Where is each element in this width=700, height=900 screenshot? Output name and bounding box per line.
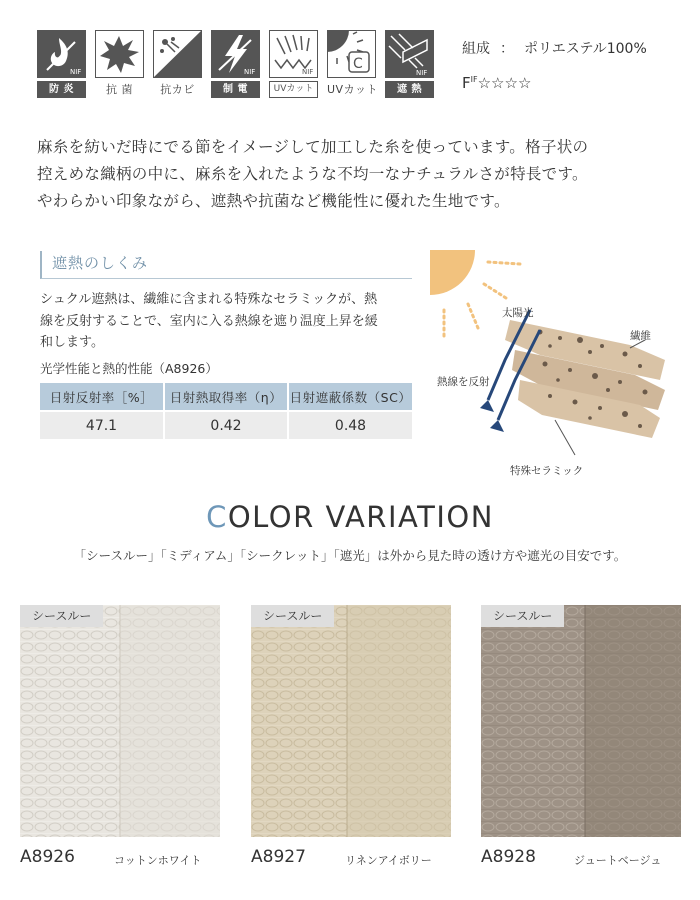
- grade-prefix: F: [462, 74, 471, 92]
- feature-label: 抗カビ: [160, 83, 195, 96]
- value-shading-coefficient: 0.48: [288, 411, 412, 439]
- feature-label: 遮 熱: [385, 81, 434, 98]
- table-header-row: [40, 383, 412, 411]
- swatch-A8927[interactable]: [251, 605, 451, 837]
- formaldehyde-grade: [462, 74, 531, 92]
- grade-stars: ☆☆☆☆: [477, 74, 532, 92]
- composition-value: ポリエステル100%: [524, 41, 647, 57]
- swatch-tag: シースルー: [251, 605, 334, 627]
- antistatic-nif-icon: [211, 30, 260, 78]
- anti-mold-icon: [153, 30, 202, 78]
- heat-section-body: [40, 289, 420, 354]
- heat-reflection-diagram: [430, 250, 680, 490]
- heading-rest: OLOR VARIATION: [227, 500, 494, 534]
- feature-icons: [37, 30, 437, 98]
- header-solar-reflectance: 日射反射率［%］: [40, 383, 164, 411]
- antibacterial-icon: [95, 30, 144, 78]
- description-line: 控えめな織柄の中に、麻糸を入れたような不均一なナチュラルさが特長です。: [37, 165, 588, 183]
- ceramic-label: 特殊セラミック: [510, 465, 584, 477]
- reflect-label: 熱線を反射: [437, 376, 490, 388]
- swatch-code: A8928: [481, 847, 536, 867]
- heat-body-line: 和します。: [40, 335, 104, 350]
- feature-flame-retardant: [37, 30, 86, 98]
- heat-section-title: 遮熱のしくみ: [40, 251, 412, 279]
- sunlight-label: 太陽光: [502, 307, 534, 319]
- fiber-label: 繊維: [630, 330, 651, 342]
- performance-caption: 光学性能と熱的性能（A8926）: [40, 361, 218, 376]
- description-line: 麻糸を紡いだ時にでる節をイメージして加工した糸を使っています。格子状の: [37, 138, 589, 156]
- feature-label: 制 電: [211, 81, 260, 98]
- feature-anti-mold: [153, 30, 202, 98]
- description-line: やわらかい印象ながら、遮熱や抗菌など機能性に優れた生地です。: [37, 192, 510, 210]
- feature-label: UVカット: [269, 81, 318, 98]
- heading-initial: C: [206, 500, 228, 534]
- composition-separator: ：: [500, 41, 514, 57]
- swatch-A8926[interactable]: [20, 605, 220, 837]
- fabric-texture: [20, 605, 220, 837]
- fabric-texture: [251, 605, 451, 837]
- swatch-tag: シースルー: [481, 605, 564, 627]
- uv-cut-nif-icon: [269, 30, 318, 78]
- table-row: [40, 411, 412, 439]
- swatch-code: A8926: [20, 847, 75, 867]
- heat-body-line: 線を反射することで、室内に入る熱線を遮り温度上昇を緩: [40, 313, 378, 329]
- product-description: [37, 134, 677, 215]
- swatch-color-name: ジュートベージュ: [574, 854, 662, 867]
- svg-text:NIF: NIF: [70, 68, 82, 76]
- uv-cut-sun-icon: [327, 30, 376, 78]
- composition-label: 組成: [462, 41, 490, 57]
- sun-icon: [430, 250, 475, 295]
- svg-text:NIF: NIF: [416, 69, 428, 77]
- feature-label: 抗 菌: [106, 83, 133, 96]
- color-variation-heading: [0, 500, 700, 534]
- color-variation-subtitle: 「シースルー」「ミディアム」「シークレット」「遮光」は外から見た時の透け方や遮光の目安です。: [73, 548, 627, 563]
- feature-label: 防 炎: [37, 81, 86, 98]
- swatch-color-name: リネンアイボリー: [345, 854, 432, 867]
- heat-body-line: シュクル遮熱は、繊維に含まれる特殊なセラミックが、熱: [40, 292, 378, 307]
- performance-table: [40, 383, 412, 439]
- feature-antistatic: [211, 30, 260, 98]
- swatch-color-name: コットンホワイト: [114, 854, 202, 867]
- svg-text:C: C: [353, 56, 363, 72]
- feature-heat-shield: [385, 30, 434, 98]
- swatch-A8928[interactable]: [481, 605, 681, 837]
- value-solar-heat-gain: 0.42: [164, 411, 288, 439]
- swatch-tag: シースルー: [20, 605, 103, 627]
- svg-text:NIF: NIF: [302, 68, 314, 76]
- feature-antibacterial: [95, 30, 144, 98]
- svg-text:NIF: NIF: [244, 68, 256, 76]
- composition-spec: [462, 38, 647, 58]
- feature-uv-cut-nif: [269, 30, 318, 98]
- diagram-illustration: [430, 250, 680, 490]
- grade-sup: IF: [470, 75, 478, 84]
- heat-shield-nif-icon: [385, 30, 434, 78]
- value-solar-reflectance: 47.1: [40, 411, 164, 439]
- swatch-code: A8927: [251, 847, 306, 867]
- header-shading-coefficient: 日射遮蔽係数（SC）: [288, 383, 412, 411]
- header-solar-heat-gain: 日射熱取得率（η）: [164, 383, 288, 411]
- fabric-texture: [481, 605, 681, 837]
- feature-uv-cut: [327, 30, 376, 98]
- flame-nif-icon: [37, 30, 86, 78]
- feature-label: UVカット: [327, 83, 378, 96]
